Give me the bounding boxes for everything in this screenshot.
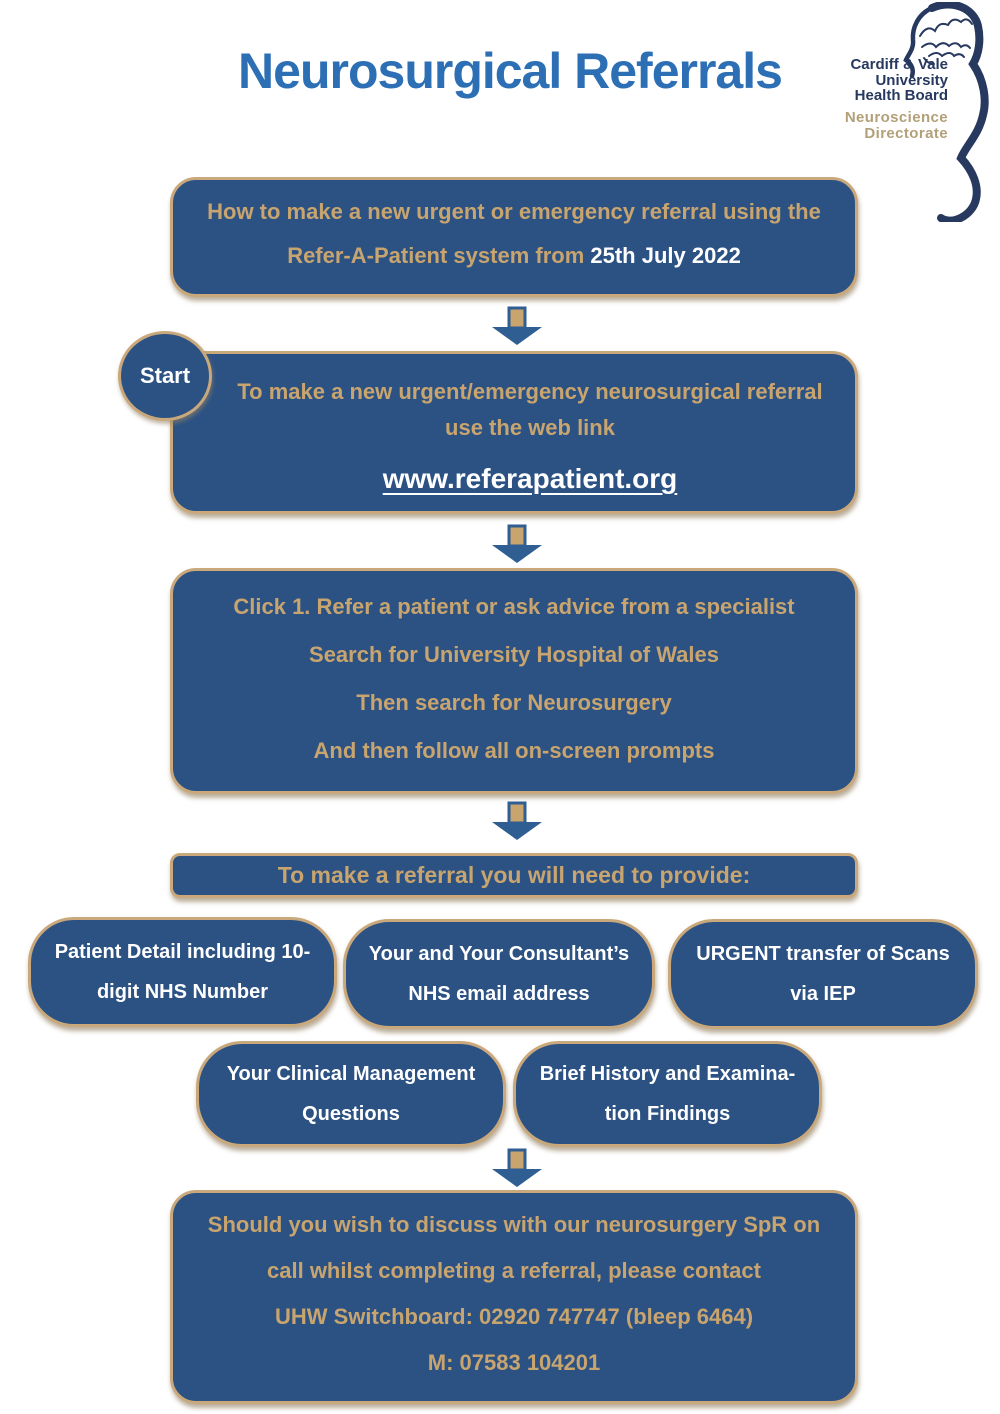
logo-org-name: Cardiff & Vale University Health Board xyxy=(850,56,948,104)
switchboard-number: UHW Switchboard: 02920 747747 (bleep 6464) xyxy=(274,1304,754,1329)
pill-nhs-number: Patient Detail including 10- digit NHS Number xyxy=(28,917,337,1027)
refer-a-patient-link[interactable]: www.referapatient.org xyxy=(382,463,678,494)
pill-scan-transfer: URGENT transfer of Scans via IEP xyxy=(668,919,978,1029)
pill-history-findings: Brief History and Examina- tion Findings xyxy=(513,1041,822,1147)
down-arrow-icon xyxy=(490,306,544,346)
pill-clinical-questions: Your Clinical Management Questions xyxy=(196,1041,506,1147)
logo-directorate-name: Neuroscience Directorate xyxy=(844,109,948,142)
pill-nhs-email: Your and Your Consultant’s NHS email address xyxy=(343,919,655,1029)
steps-box: Click 1. Refer a patient or ask advice from a specialist Search for University Hospital of Wales Then search for Neurosurgery And then follow all on-screen prompts xyxy=(170,568,858,794)
go-live-date: 25th July 2022 xyxy=(590,243,741,268)
start-box: To make a new urgent/emergency neurosurgical referral use the web link www.referapatient.org xyxy=(170,351,858,514)
start-badge: Start xyxy=(118,331,212,421)
contact-box: Should you wish to discuss with our neurosurgery SpR on call whilst completing a referral, please contact UHW Switchboard: 02920 747747 (bleep 6464) M: 07583 104201 xyxy=(170,1190,858,1404)
page-title: Neurosurgical Referrals xyxy=(238,43,782,99)
mobile-number: M: 07583 104201 xyxy=(427,1350,601,1375)
down-arrow-icon xyxy=(490,1148,544,1188)
provide-banner: To make a referral you will need to provide: xyxy=(170,853,858,898)
down-arrow-icon xyxy=(490,801,544,841)
intro-box: How to make a new urgent or emergency referral using the Refer-A-Patient system from 25th July 2022 xyxy=(170,177,858,297)
down-arrow-icon xyxy=(490,524,544,564)
